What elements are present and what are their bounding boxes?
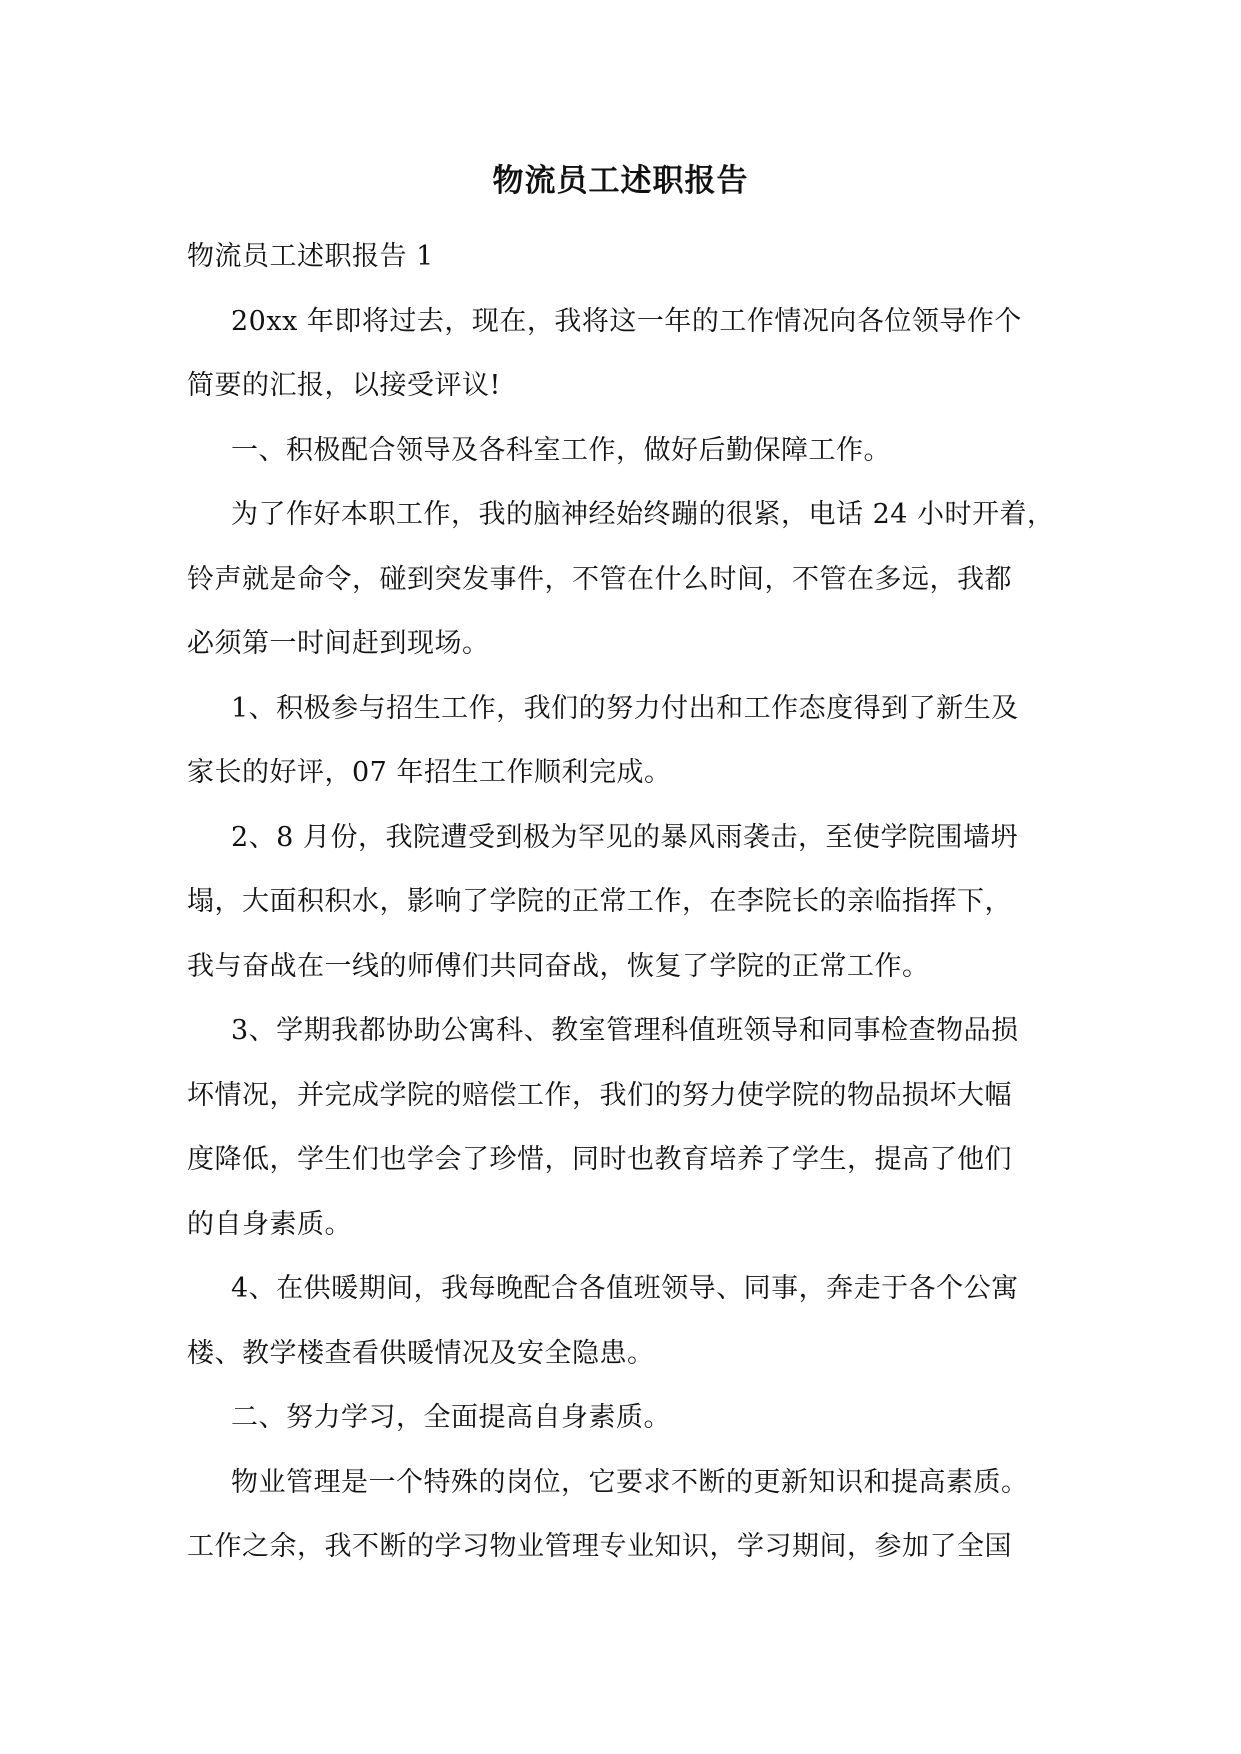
text-line: 1、积极参与招生工作，我们的努力付出和工作态度得到了新生及 <box>231 692 1019 724</box>
text-line: 塌，大面积积水，影响了学院的正常工作，在李院长的亲临指挥下， <box>187 886 1012 917</box>
text-line: 2、8 月份，我院遭受到极为罕见的暴风雨袭击，至使学院围墙坍 <box>231 821 1018 853</box>
text-line: 4、在供暖期间，我每晚配合各值班领导、同事，奔走于各个公寓 <box>231 1273 1019 1304</box>
text-line: 物流员工述职报告 1 <box>187 241 434 272</box>
text-line: 的自身素质。 <box>187 1208 352 1240</box>
text-line: 工作之余，我不断的学习物业管理专业知识，学习期间，参加了全国 <box>187 1531 1012 1562</box>
text-line: 二、努力学习，全面提高自身素质。 <box>231 1402 671 1433</box>
text-line: 一、积极配合领导及各科室工作，做好后勤保障工作。 <box>231 434 891 466</box>
text-line: 坏情况，并完成学院的赔偿工作，我们的努力使学院的物品损坏大幅 <box>187 1079 1012 1111</box>
text-line: 铃声就是命令，碰到突发事件，不管在什么时间，不管在多远，我都 <box>187 563 1012 595</box>
text-line: 简要的汇报，以接受评议! <box>187 370 501 401</box>
document-body <box>187 225 1087 1580</box>
text-line: 家长的好评，07 年招生工作顺利完成。 <box>187 757 672 788</box>
text-line: 20xx 年即将过去，现在，我将这一年的工作情况向各位领导作个 <box>231 305 1022 337</box>
text-line: 我与奋战在一线的师傅们共同奋战，恢复了学院的正常工作。 <box>187 950 930 982</box>
text-line: 物业管理是一个特殊的岗位，它要求不断的更新知识和提高素质。 <box>231 1466 1029 1498</box>
document-title: 物流员工述职报告 <box>492 163 749 199</box>
text-line: 度降低，学生们也学会了珍惜，同时也教育培养了学生，提高了他们 <box>187 1144 1012 1175</box>
text-line: 3、学期我都协助公寓科、教室管理科值班领导和同事检查物品损 <box>231 1015 1019 1046</box>
text-line: 必须第一时间赶到现场。 <box>187 628 490 659</box>
text-line: 楼、教学楼查看供暖情况及安全隐患。 <box>187 1337 655 1369</box>
text-line: 为了作好本职工作，我的脑神经始终蹦的很紧，电话 24 小时开着， <box>231 499 1055 530</box>
